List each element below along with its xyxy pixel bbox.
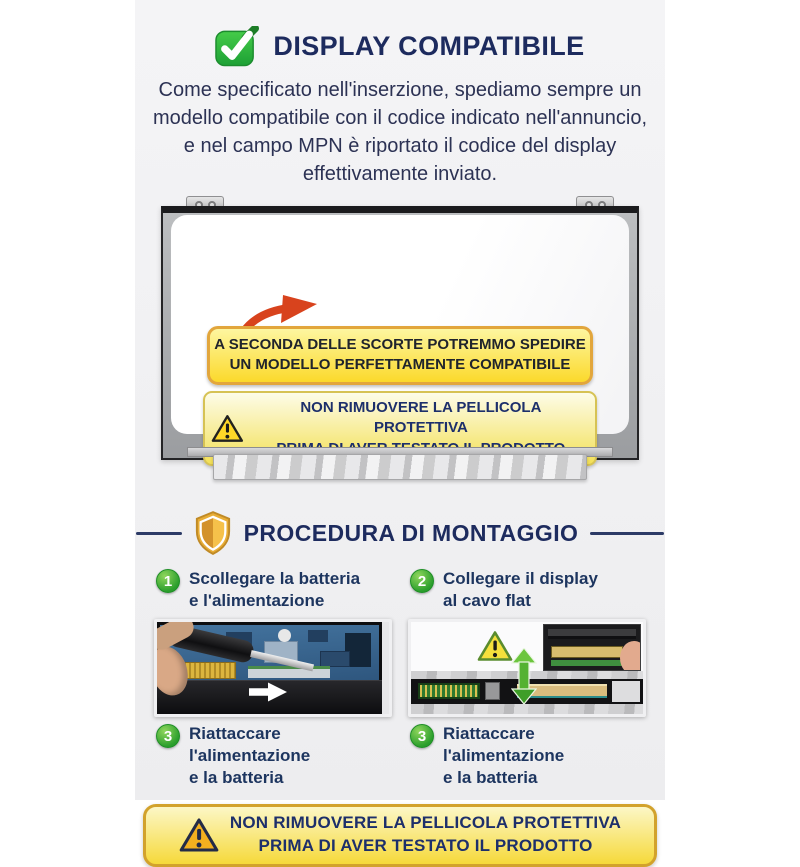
stock-banner-line1: A SECONDA DELLE SCORTE POTREMMO SPEDIRE xyxy=(214,336,586,353)
footer-warning-banner xyxy=(143,804,657,866)
footer-banner-line2: PRIMA DI AVER TESTATO IL PRODOTTO xyxy=(258,835,593,855)
display-panel-photo xyxy=(161,196,639,488)
foil-tape-strip xyxy=(213,454,587,480)
step-2 xyxy=(410,568,646,612)
step-2-badge: 2 xyxy=(410,569,434,593)
procedure-steps xyxy=(154,562,646,796)
green-double-arrow-icon xyxy=(511,648,537,704)
step-2-text xyxy=(443,568,598,612)
step-3-left-line1: Riattaccare l'alimentazione xyxy=(189,724,311,766)
footer-banner-text xyxy=(230,812,621,856)
flat-cable xyxy=(551,646,623,658)
connector-latch xyxy=(485,682,500,700)
footer-banner-line1: NON RIMUOVERE LA PELLICOLA PROTETTIVA xyxy=(229,813,622,833)
step-1 xyxy=(156,568,392,612)
step-3-badge: 3 xyxy=(156,724,180,748)
step-3-right-text xyxy=(443,723,646,789)
connector-inset-photo xyxy=(543,624,641,671)
step-3-right-line1: Riattaccare l'alimentazione xyxy=(443,724,565,766)
pcb-component xyxy=(320,651,350,667)
procedure-column-right xyxy=(408,562,646,796)
step-2-line1: Collegare il display xyxy=(443,569,598,588)
procedure-header xyxy=(135,510,665,556)
warning-triangle-icon xyxy=(179,817,219,853)
step-3-right xyxy=(410,723,646,789)
warning-triangle-icon xyxy=(477,630,513,662)
step-1-line1: Scollegare la batteria xyxy=(189,569,361,588)
panel-frame xyxy=(161,206,639,460)
step-1-badge: 1 xyxy=(156,569,180,593)
step-3-left-text xyxy=(189,723,392,789)
step-2-line2: al cavo flat xyxy=(443,591,531,611)
step-3-left xyxy=(156,723,392,789)
procedure-title: PROCEDURA DI MONTAGGIO xyxy=(243,519,579,546)
screwdriver-shaft xyxy=(250,650,314,671)
warning-triangle-icon xyxy=(211,414,244,443)
step-1-line2: e l'alimentazione xyxy=(189,591,325,611)
film-banner-line1: NON RIMUOVERE LA PELLICOLA PROTETTIVA xyxy=(300,399,542,437)
finger xyxy=(620,641,641,671)
foil-corner xyxy=(612,681,640,702)
green-check-icon xyxy=(215,26,260,67)
header xyxy=(135,24,665,68)
intro-text: Come specificato nell'inserzione, spediamo sempre un modello compatibile con il codice indicato nell'annuncio, e nel campo MPN è riportato il codice del display effettivamente inviato. xyxy=(152,79,648,185)
content-column xyxy=(135,0,665,855)
stock-banner-line2: UN MODELLO PERFETTAMENTE COMPATIBILE xyxy=(229,356,571,374)
step-3-right-line2: e la batteria xyxy=(443,768,538,788)
divider-line-left xyxy=(136,532,182,535)
step-1-text xyxy=(189,568,360,612)
procedure-column-left xyxy=(154,562,392,796)
pcb-component xyxy=(308,630,328,642)
stock-warning-banner xyxy=(207,326,593,385)
green-connector xyxy=(418,683,480,699)
step-3-badge: 3 xyxy=(410,724,434,748)
divider-line-right xyxy=(590,532,664,535)
page-title: DISPLAY COMPATIBILE xyxy=(273,30,585,61)
case-edge xyxy=(382,622,389,714)
pcb-strip xyxy=(551,660,623,666)
step1-photo xyxy=(154,619,392,717)
step-3-left-line2: e la batteria xyxy=(189,768,284,788)
step2-photo xyxy=(408,619,646,717)
shield-icon xyxy=(194,511,232,555)
white-arrow-icon xyxy=(249,682,287,702)
connector-socket xyxy=(548,629,636,639)
